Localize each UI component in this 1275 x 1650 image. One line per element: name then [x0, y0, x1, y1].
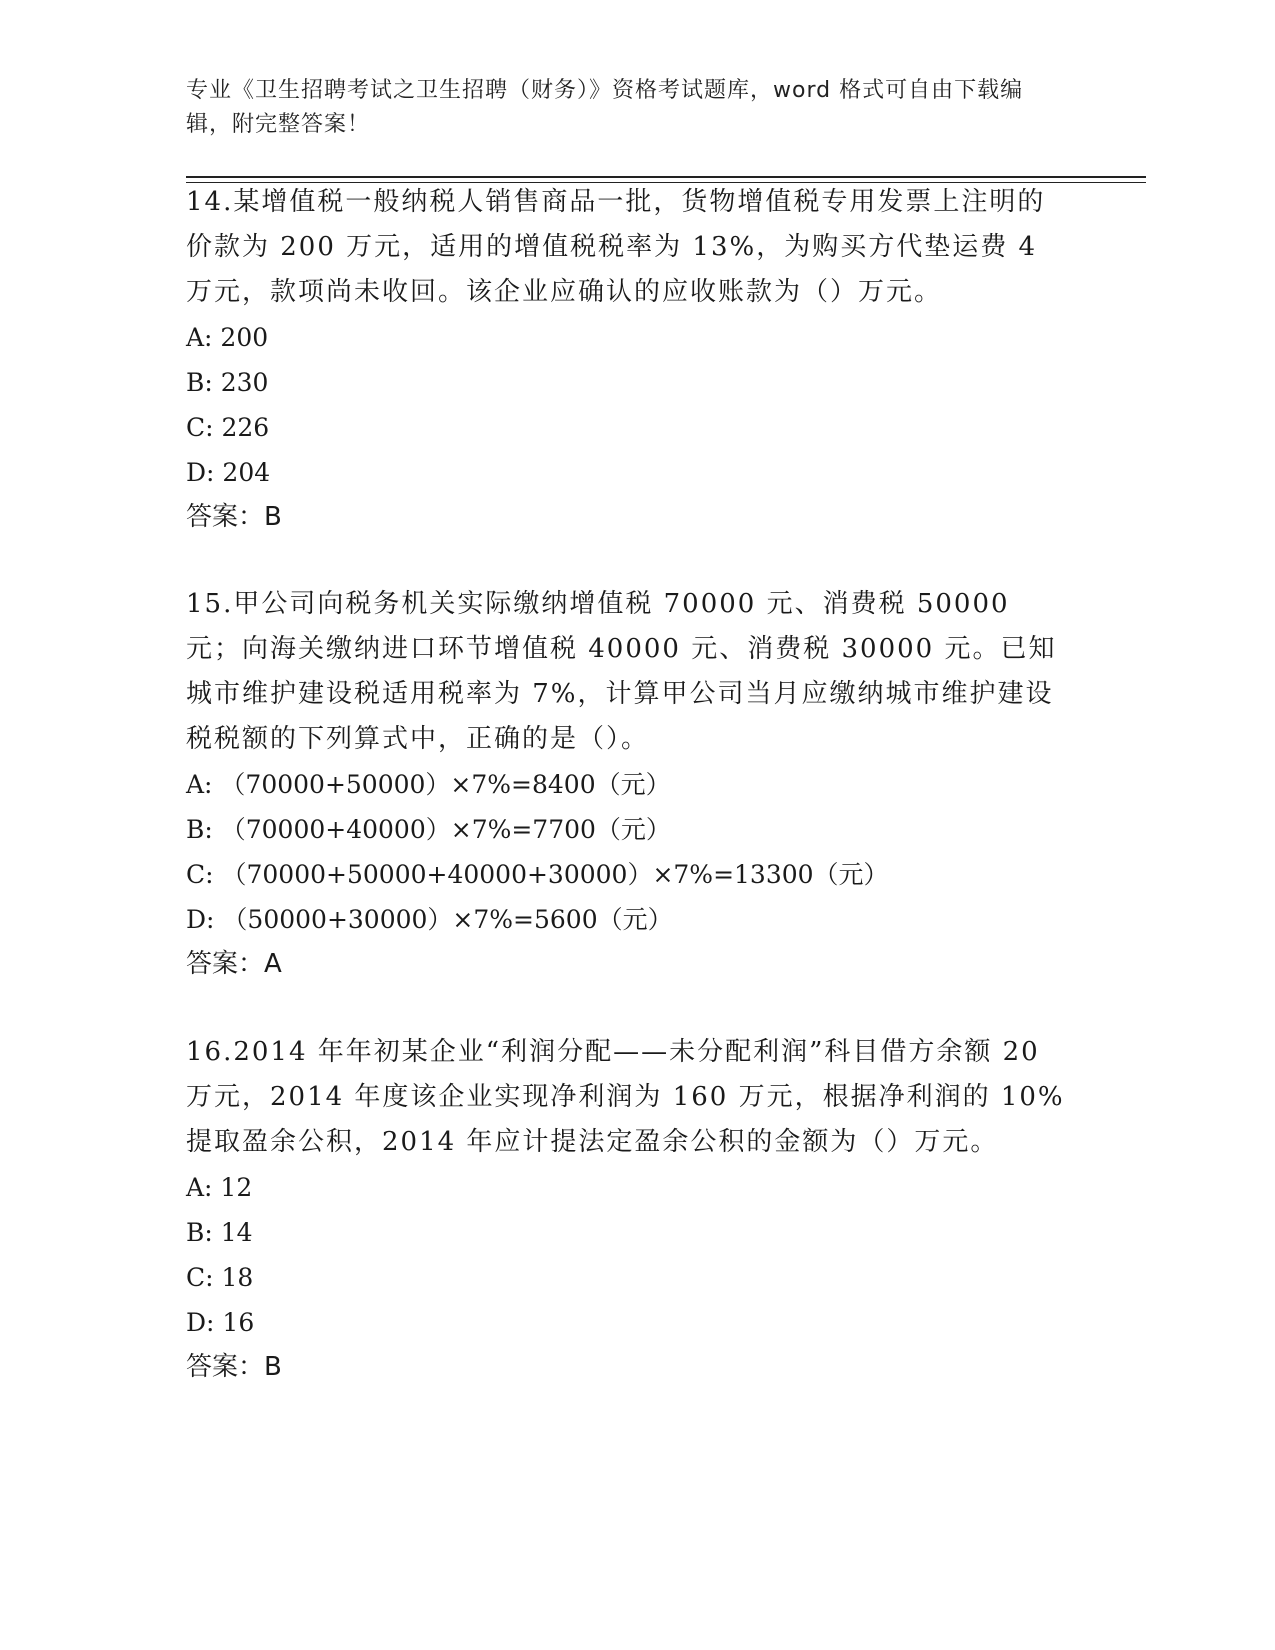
option-c: C: （70000+50000+40000+30000）×7%=13300（元）: [186, 860, 889, 889]
question-text: 16.2014 年年初某企业“利润分配——未分配利润”科目借方余额 20 万元，2014 年度该企业实现净利润为 160 万元，根据净利润的 10%提取盈余公积，2014 年应计提法定盈余公积的金额为（）万元。: [186, 1037, 1065, 1157]
question-15: [186, 582, 1066, 987]
header-divider-thick: [186, 176, 1146, 178]
question-16: [186, 1030, 1066, 1390]
option-c: C: 18: [186, 1263, 254, 1292]
document-header: 专业《卫生招聘考试之卫生招聘（财务）》资格考试题库，word 格式可自由下载编辑，附完整答案！: [186, 78, 1024, 137]
option-d: D: 204: [186, 458, 271, 487]
option-a: A: 200: [186, 323, 269, 352]
option-c: C: 226: [186, 413, 270, 442]
answer-label: 答案：B: [186, 502, 282, 532]
answer-label: 答案：B: [186, 1352, 282, 1382]
option-a: A: （70000+50000）×7%=8400（元）: [186, 770, 671, 799]
option-b: B: 230: [186, 368, 269, 397]
option-a: A: 12: [186, 1173, 253, 1202]
option-b: B: 14: [186, 1218, 253, 1247]
question-text: 15.甲公司向税务机关实际缴纳增值税 70000 元、消费税 50000 元；向海关缴纳进口环节增值税 40000 元、消费税 30000 元。已知城市维护建设税适用税率为 7%，计算甲公司当月应缴纳城市维护建设税税额的下列算式中，正确的是（）。: [186, 589, 1057, 754]
option-b: B: （70000+40000）×7%=7700（元）: [186, 815, 671, 844]
option-d: D: 16: [186, 1308, 255, 1337]
option-d: D: （50000+30000）×7%=5600（元）: [186, 905, 673, 934]
answer-label: 答案：A: [186, 949, 282, 979]
question-text: 14.某增值税一般纳税人销售商品一批，货物增值税专用发票上注明的价款为 200 万元，适用的增值税税率为 13%，为购买方代垫运费 4 万元，款项尚未收回。该企业应确认的应收账款为（）万元。: [186, 187, 1046, 307]
question-14: [186, 180, 1066, 540]
